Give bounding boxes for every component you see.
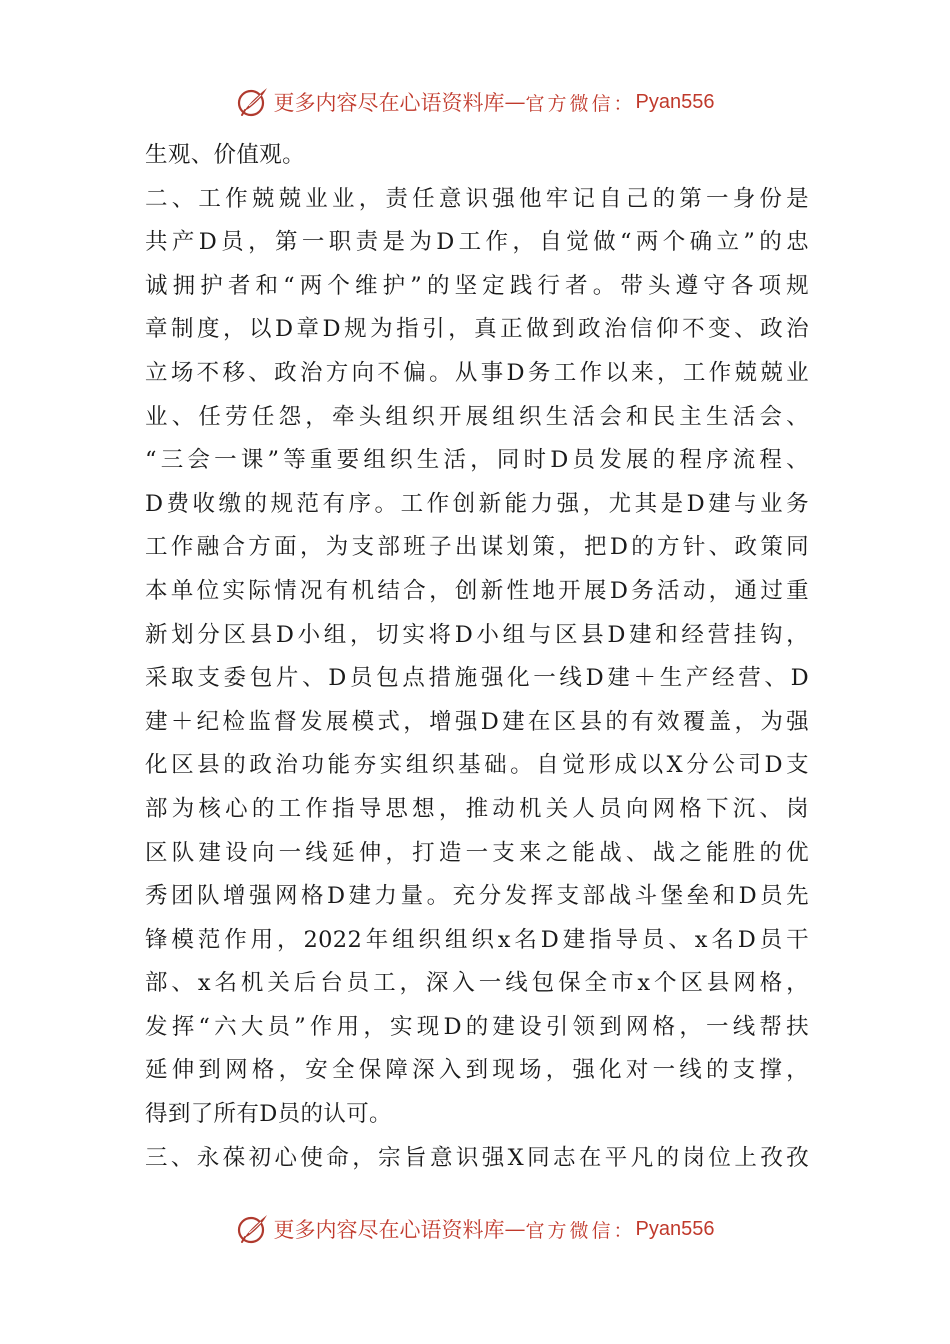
text-line: 延伸到网格，安全保障深入到现场，强化对一线的支撑， <box>145 1057 809 1084</box>
text-line: 秀团队增强网格D建力量。充分发挥支部战斗堡垒和D员先 <box>145 883 809 910</box>
text-line: 部、x名机关后台员工，深入一线包保全市x个区县网格， <box>145 970 809 997</box>
banner-dash: — <box>504 90 526 114</box>
banner-wechat-label: 官方微信： <box>525 92 636 115</box>
text-line: 发挥“六大员”作用，实现D的建设引领到网格，一线帮扶 <box>145 1013 809 1040</box>
text-line: 共产D员，第一职责是为D工作，自觉做“两个确立”的忠 <box>145 229 809 256</box>
text-line: 二、工作兢兢业业，责任意识强他牢记自己的第一身份是 <box>145 185 809 212</box>
quill-pen-logo-icon <box>236 85 270 119</box>
banner-brand-text: 更多内容尽在心语资料库 <box>273 91 505 115</box>
text-line: 本单位实际情况有机结合，创新性地开展D务活动，通过重 <box>145 577 809 604</box>
text-line: D费收缴的规范有序。工作创新能力强，尤其是D建与业务 <box>145 490 809 517</box>
text-line: 锋模范作用，2022年组织组织x名D建指导员、x名D员干 <box>145 926 809 953</box>
text-line: 三、永葆初心使命，宗旨意识强X同志在平凡的岗位上孜孜 <box>145 1144 809 1171</box>
text-line: 章制度，以D章D规为指引，真正做到政治信仰不变、政治 <box>145 316 809 343</box>
text-line: 得到了所有D员的认可。 <box>145 1101 392 1128</box>
banner-dash: — <box>504 1217 526 1241</box>
text-line: 部为核心的工作指导思想，推动机关人员向网格下沉、岗 <box>145 795 809 822</box>
text-line: 生观、价值观。 <box>145 142 305 168</box>
text-line: 采取支委包片、D员包点措施强化一线D建＋生产经营、D <box>145 665 809 692</box>
text-line: 建＋纪检监督发展模式，增强D建在区县的有效覆盖，为强 <box>145 708 809 735</box>
footer-watermark-banner <box>0 1209 950 1249</box>
quill-pen-logo-icon <box>236 1212 270 1246</box>
banner-wechat-id: Pyan556 <box>635 90 715 113</box>
text-line: 立场不移、政治方向不偏。从事D务工作以来，工作兢兢业 <box>145 359 809 386</box>
text-line: 区队建设向一线延伸，打造一支来之能战、战之能胜的优 <box>145 839 809 866</box>
text-line: 工作融合方面，为支部班子出谋划策，把D的方针、政策同 <box>145 534 809 561</box>
banner-wechat-label: 官方微信： <box>525 1219 636 1242</box>
banner-wechat-id: Pyan556 <box>635 1217 715 1240</box>
banner-brand-text: 更多内容尽在心语资料库 <box>273 1218 505 1242</box>
document-body <box>145 134 809 1180</box>
text-line: 化区县的政治功能夯实组织基础。自觉形成以X分公司D支 <box>145 752 809 779</box>
text-line: “三会一课”等重要组织生活，同时D员发展的程序流程、 <box>145 447 809 474</box>
text-line: 诚拥护者和“两个维护”的坚定践行者。带头遵守各项规 <box>145 272 809 299</box>
header-watermark-banner <box>0 82 950 122</box>
text-line: 业、任劳任怨，牵头组织开展组织生活会和民主生活会、 <box>145 403 809 430</box>
text-line: 新划分区县D小组，切实将D小组与区县D建和经营挂钩， <box>145 621 809 648</box>
